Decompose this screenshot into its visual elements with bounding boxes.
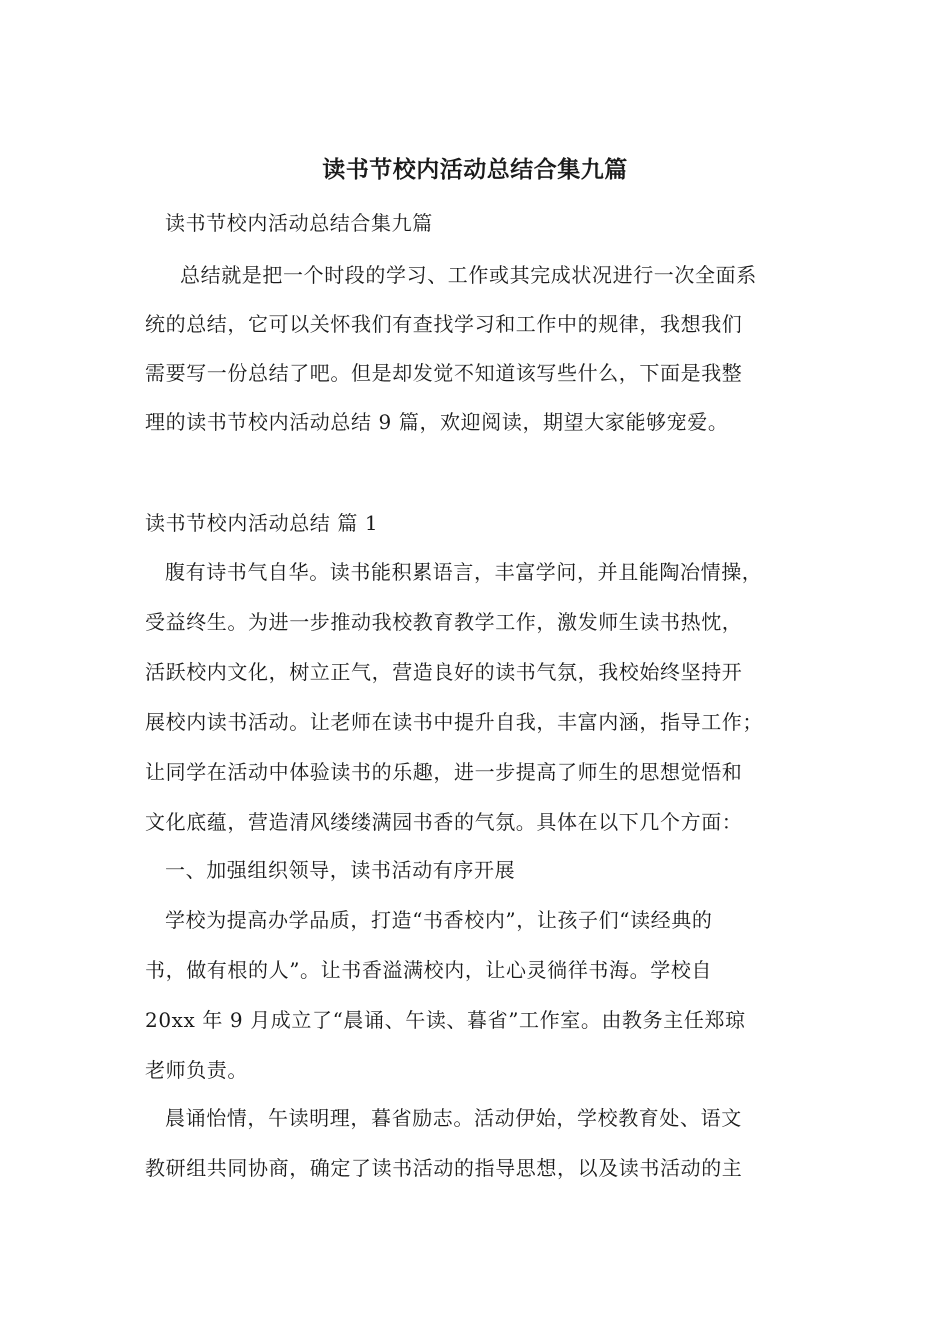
text-line: 统的总结，它可以关怀我们有查找学习和工作中的规律，我想我们 xyxy=(145,312,743,336)
text-line: 展校内读书活动。让老师在读书中提升自我，丰富内涵，指导工作； xyxy=(145,710,763,734)
subsection-heading: 一、加强组织领导，读书活动有序开展 xyxy=(165,858,516,882)
document-title: 读书节校内活动总结合集九篇 xyxy=(322,156,628,183)
text-line: 受益终生。为进一步推动我校教育教学工作，激发师生读书热忱， xyxy=(145,610,743,634)
text-line: 让同学在活动中体验读书的乐趣，进一步提高了师生的思想觉悟和 xyxy=(145,760,743,784)
text-line: 晨诵怡情，午读明理，暮省励志。活动伊始，学校教育处、语文 xyxy=(165,1106,742,1130)
subtitle-line: 读书节校内活动总结合集九篇 xyxy=(165,211,433,235)
text-line: 总结就是把一个时段的学习、工作或其完成状况进行一次全面系 xyxy=(180,263,757,287)
text-line: 学校为提高办学品质，打造“书香校内”，让孩子们“读经典的 xyxy=(165,908,713,932)
text-line: 老师负责。 xyxy=(145,1058,248,1082)
text-line: 理的读书节校内活动总结 9 篇，欢迎阅读，期望大家能够宠爱。 xyxy=(145,410,729,434)
section-heading: 读书节校内活动总结 篇 1 xyxy=(145,511,379,535)
text-line: 书，做有根的人”。让书香溢满校内，让心灵徜徉书海。学校自 xyxy=(145,958,713,982)
text-line: 活跃校内文化，树立正气，营造良好的读书气氛，我校始终坚持开 xyxy=(145,660,743,684)
text-line: 腹有诗书气自华。读书能积累语言，丰富学问，并且能陶冶情操， xyxy=(165,560,763,584)
text-line: 需要写一份总结了吧。但是却发觉不知道该写些什么，下面是我整 xyxy=(145,361,743,385)
text-line: 教研组共同协商，确定了读书活动的指导思想，以及读书活动的主 xyxy=(145,1156,743,1180)
text-line: 20xx 年 9 月成立了“晨诵、午读、暮省”工作室。由教务主任郑琼 xyxy=(145,1008,746,1032)
text-line: 文化底蕴，营造清风缕缕满园书香的气氛。具体在以下几个方面： xyxy=(145,810,743,834)
